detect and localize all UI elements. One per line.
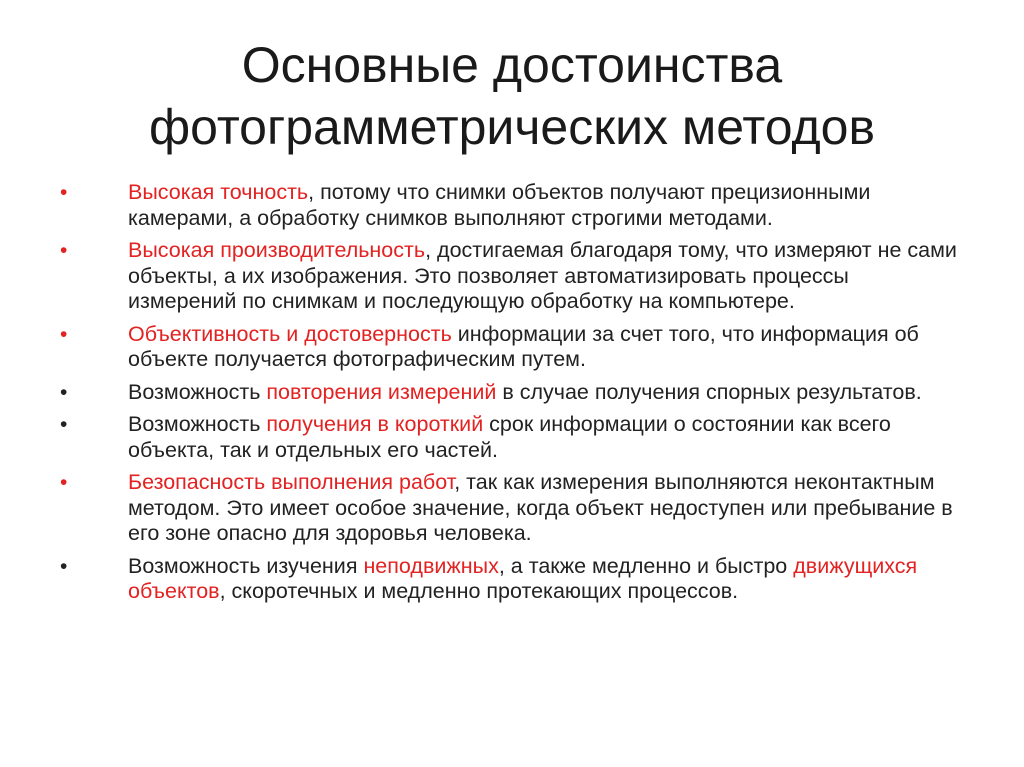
body-text: Возможность <box>128 379 267 404</box>
bullet-point-icon: • <box>60 413 68 436</box>
body-text: Возможность изучения <box>128 553 364 578</box>
bullet-item <box>60 554 960 605</box>
bullet-point-icon: • <box>60 554 68 578</box>
body-text: , достигаемая благодаря тому, что измеряют не сами объекты, а их изображения. Это позволяет автоматизировать процессы измерений по снимкам и последующую обработку на компьютере. <box>128 238 957 313</box>
highlighted-text: Объективность и достоверность <box>128 321 452 346</box>
bullet-item <box>60 412 960 463</box>
bullet-item <box>60 238 960 315</box>
bullet-list <box>60 180 960 612</box>
body-text: в случае получения спорных результатов. <box>496 379 922 404</box>
bullet-point-icon: • <box>60 239 68 262</box>
body-text: , скоротечных и медленно протекающих процессов. <box>219 579 739 603</box>
body-text: , а также медленно и быстро <box>498 553 794 578</box>
body-text: срок информации о состоянии как всего объекта, так и отдельных его частей. <box>128 412 891 462</box>
bullet-point-icon: • <box>60 471 68 494</box>
highlighted-text: повторения измерений <box>266 379 497 404</box>
slide-title-line-1: Основные достоинства <box>241 37 783 93</box>
bullet-item <box>60 470 960 547</box>
highlighted-text: получения в короткий <box>266 412 484 436</box>
bullet-item <box>60 180 960 231</box>
bullet-point-icon: • <box>60 380 68 404</box>
highlighted-text: движущихся объектов <box>128 553 918 603</box>
body-text: Возможность <box>128 412 267 436</box>
bullet-point-icon: • <box>60 181 68 204</box>
body-text: , так как измерения выполняются неконтактным методом. Это имеет особое значение, когда объект недоступен или пребывание в его зоне опасно для здоровья человека. <box>128 470 953 545</box>
body-text: , потому что снимки объектов получают прецизионными камерами, а обработку снимков выполняют строгими методами. <box>128 180 871 230</box>
bullet-item <box>60 322 960 373</box>
slide-title <box>0 34 1024 158</box>
highlighted-text: неподвижных <box>363 553 499 578</box>
bullet-item <box>60 380 960 406</box>
body-text: информации за счет того, что информация об объекте получается фотографическим путем. <box>128 321 919 371</box>
bullet-point-icon: • <box>60 322 68 346</box>
highlighted-text: Высокая производительность <box>128 238 426 262</box>
highlighted-text: Безопасность выполнения работ <box>128 470 455 494</box>
highlighted-text: Высокая точность <box>128 180 309 204</box>
slide-title-line-2: фотограмметрических методов <box>148 99 876 155</box>
